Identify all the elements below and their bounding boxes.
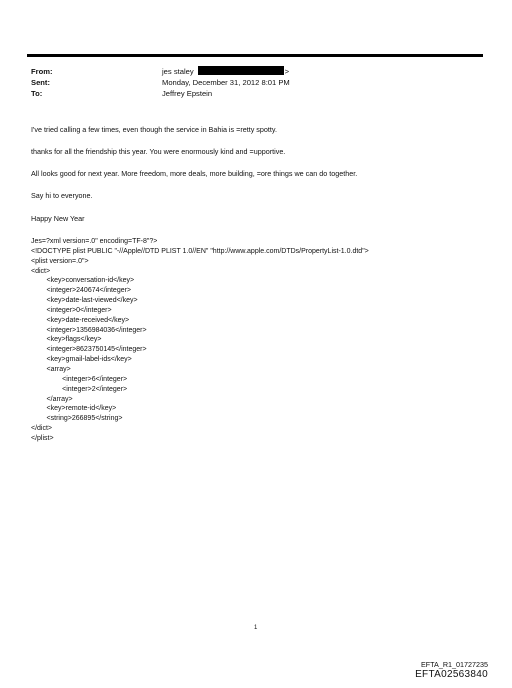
body-paragraph: All looks good for next year. More freedom, more deals, more building, =ore things we can do together. [31,169,358,178]
plist-line: <integer>0</integer> [31,306,112,314]
plist-line: <integer>2</integer> [31,385,128,393]
body-paragraph: Say hi to everyone. [31,191,93,200]
from-value [162,66,289,77]
from-row [31,66,471,77]
to-row [31,88,471,99]
from-suffix: > [284,67,290,76]
plist-line: </array> [31,395,73,403]
email-header [31,66,471,99]
plist-line: <integer>6</integer> [31,375,128,383]
plist-line: <key>date-last-viewed</key> [31,297,138,305]
bates-number-large: EFTA02563840 [415,669,488,680]
plist-line: <!DOCTYPE plist PUBLIC "-//Apple//DTD PLIST 1.0//EN" "http://www.apple.com/DTDs/PropertyList-1.0.dtd"> [31,247,369,255]
plist-line: <key>conversation-id</key> [31,277,135,285]
from-label: From: [31,67,53,76]
plist-line: </dict> [31,425,53,433]
plist-line: <key>gmail-label-ids</key> [31,356,132,364]
sender-name: jes staley [162,67,194,76]
to-value: Jeffrey Epstein [162,89,213,98]
body-paragraph: Happy New Year [31,214,85,223]
to-label: To: [31,89,43,98]
body-paragraph: thanks for all the friendship this year. You were enormously kind and =upportive. [31,147,286,156]
plist-line: <array> [31,365,71,373]
plist-line: <integer>8623750145</integer> [31,346,147,354]
bates-number-small: EFTA_R1_01727235 [421,660,488,669]
plist-line: <key>flags</key> [31,336,102,344]
plist-line: <integer>1356984036</integer> [31,326,147,334]
sent-row [31,77,471,88]
plist-block [31,237,369,444]
plist-line: <key>remote-id</key> [31,405,117,413]
sent-label: Sent: [31,78,50,87]
page-number: 1 [254,625,258,631]
plist-line: <key>date-received</key> [31,316,130,324]
sent-value: Monday, December 31, 2012 8:01 PM [162,78,290,87]
plist-line: <string>266895</string> [31,415,123,423]
plist-line: Jes=?xml version=.0" encoding=TF-8"?> [31,238,158,245]
plist-line: <plist version=.0"> [31,257,89,265]
header-rule [27,54,483,57]
plist-line: <integer>240674</integer> [31,287,132,295]
plist-line: </plist> [31,434,54,442]
plist-line: <dict> [31,267,51,275]
redaction-block [198,66,284,75]
body-paragraph: I've tried calling a few times, even though the service in Bahia is =retty spotty. [31,125,277,134]
